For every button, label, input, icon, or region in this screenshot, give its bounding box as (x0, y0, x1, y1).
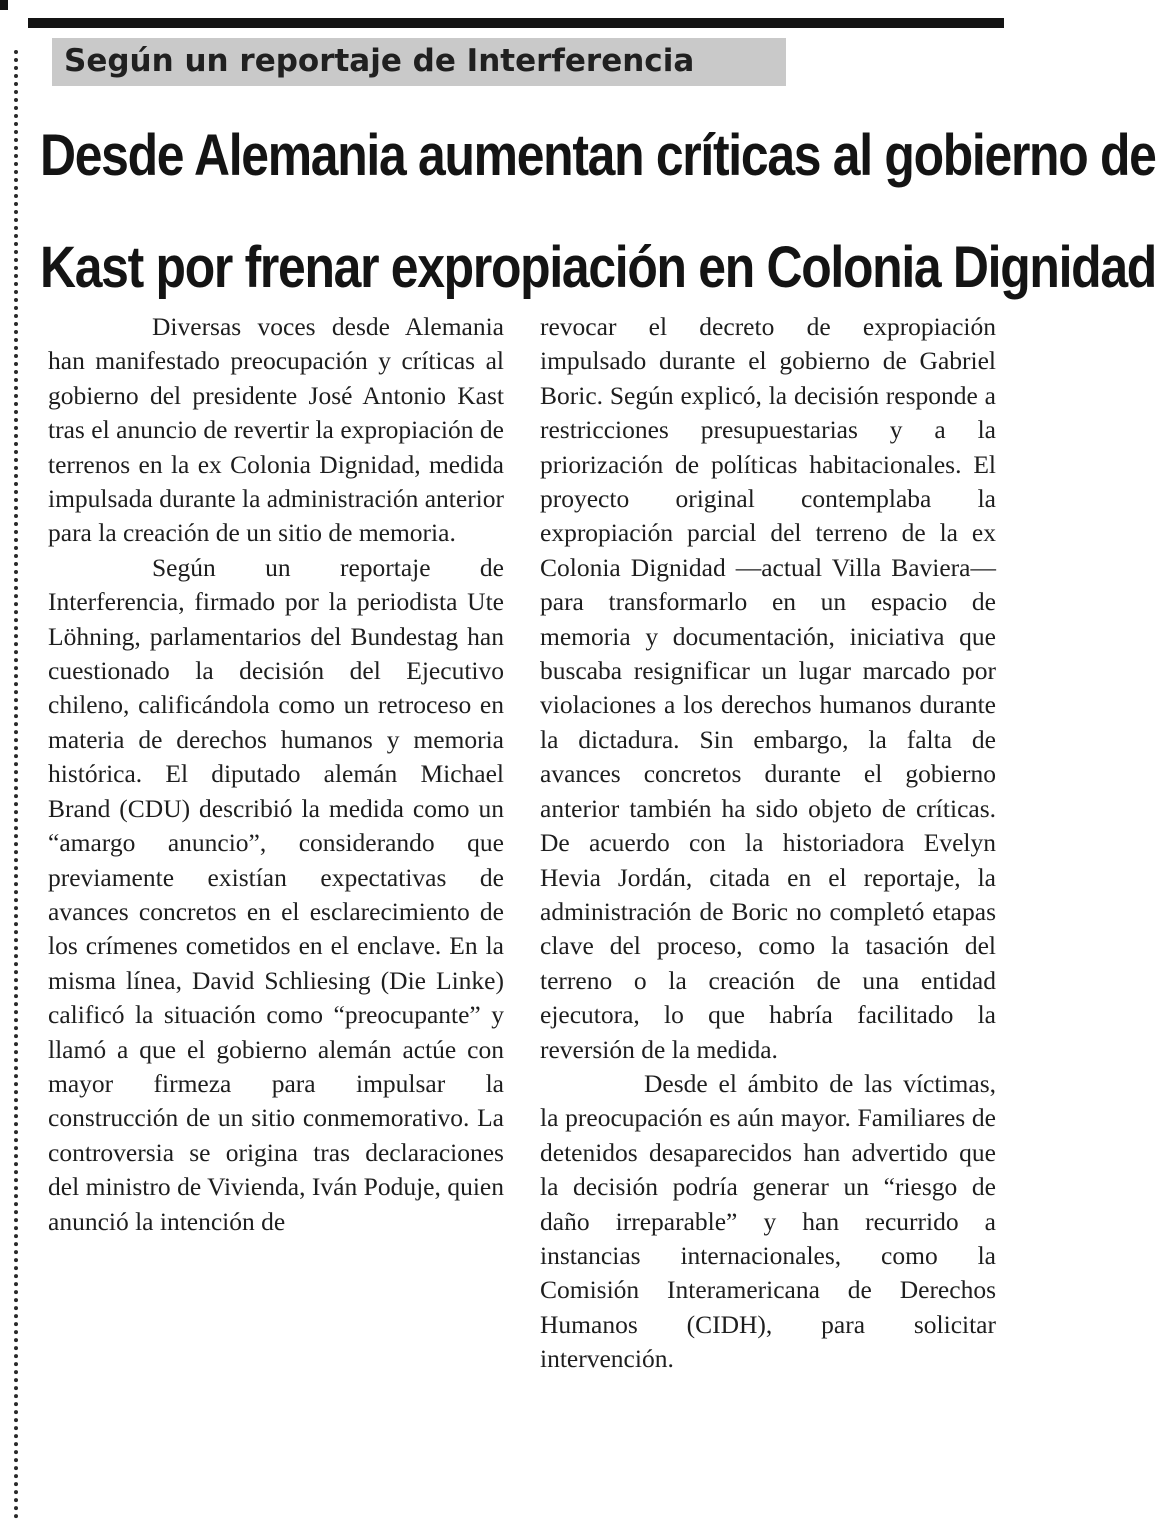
kicker-label: Según un reportaje de Interferencia (52, 38, 786, 86)
left-paragraph-1: Diversas voces desde Alemania han manifestado preocupación y críticas al gobierno del presidente José Antonio Kast tras el anuncio de revertir la expropiación de terrenos en la ex Colonia Dignidad, medida impulsada durante la administración anterior para la creación de un sitio de memoria. (48, 312, 505, 548)
right-column (540, 310, 996, 1377)
headline-line-1: Desde Alemania aumentan críticas al gobierno de (40, 123, 1156, 188)
dotted-column-rule (14, 50, 18, 1520)
page-corner-mark (0, 0, 8, 10)
top-rule (28, 18, 1004, 28)
right-paragraph-1: revocar el decreto de expropiación impulsado durante el gobierno de Gabriel Boric. Según explicó, la decisión responde a restricciones presupuestarias y a la priorización de políticas habitacionales. El proyecto original contemplaba la expropiación parcial del terreno de la ex Colonia Dignidad —actual Villa Baviera— para transformarlo en un espacio de memoria y documentación, iniciativa que buscaba resignificar un lugar marcado por violaciones a los derechos humanos durante la dictadura. Sin embargo, la falta de avances concretos durante el gobierno anterior también ha sido objeto de críticas. De acuerdo con la historiadora Evelyn Hevia Jordán, citada en el reportaje, la administración de Boric no completó etapas clave del proceso, como la tasación del terreno o la creación de una entidad ejecutora, lo que habría facilitado la reversión de la medida. (540, 312, 996, 1064)
headline (40, 100, 1156, 324)
left-paragraph-2: Según un reportaje de Interferencia, firmado por la periodista Ute Löhning, parlamentarios del Bundestag han cuestionado la decisión del Ejecutivo chileno, calificándola como un retroceso en materia de derechos humanos y memoria histórica. El diputado alemán Michael Brand (CDU) describió la medida como un “amargo anuncio”, considerando que previamente existían expectativas de avances concretos en el esclarecimiento de los crímenes cometidos en el enclave. En la misma línea, David Schliesing (Die Linke) calificó la situación como “preocupante” y llamó a que el gobierno alemán actúe con mayor firmeza para impulsar la construcción de un sitio conmemorativo. La controversia se origina tras declaraciones del ministro de Vivienda, Iván Poduje, quien anunció la intención de (48, 552, 504, 1236)
left-column (48, 310, 504, 1239)
headline-line-2: Kast por frenar expropiación en Colonia Dignidad (40, 235, 1156, 300)
right-paragraph-2: Desde el ámbito de las víctimas, la preocupación es aún mayor. Familiares de detenidos desaparecidos han advertido que la decisión podría generar un “riesgo de daño irreparable” y han recurrido a instancias internacionales, como la Comisión Interamericana de Derechos Humanos (CIDH), para solicitar intervención. (540, 1068, 996, 1374)
